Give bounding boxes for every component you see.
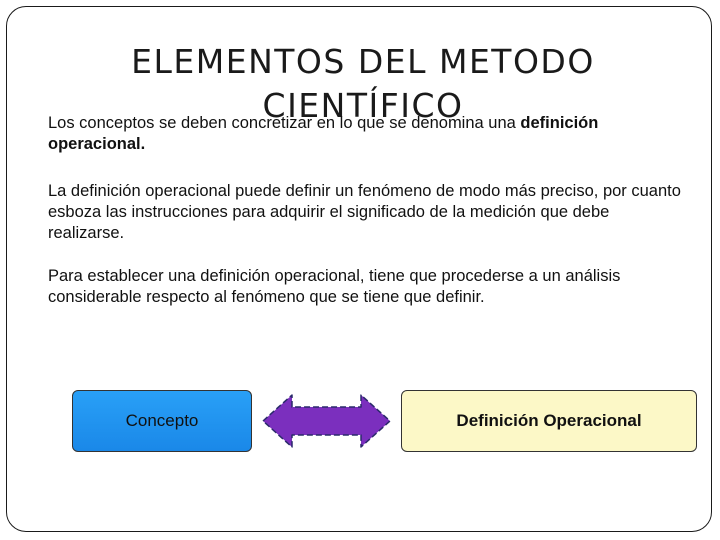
concept-box [72,390,252,452]
paragraph-analysis: Para establecer una definición operacional, tiene que procederse a un análisis considerable respecto al fenómeno que se tiene que definir. [48,267,621,306]
paragraph-concepts-text: Los conceptos se deben concretizar en lo que se denomina una [48,114,521,132]
concept-box-label: Concepto [125,411,199,430]
paragraph-operational-definition: La definición operacional puede definir un fenómeno de modo más preciso, por cuanto esboza las instrucciones para adquirir el significado de la medición que debe realizarse. [48,182,681,242]
title-line-1: ELEMENTOS DEL METODO [131,42,595,81]
paragraph-concepts [48,113,688,155]
double-arrow-icon [260,392,393,450]
title-line-2: CIENTÍFICO [262,86,464,125]
paragraph-concepts-bold: definición operacional. [48,114,599,153]
operational-definition-box [401,390,697,452]
operational-definition-box-label: Definición Operacional [456,411,642,430]
